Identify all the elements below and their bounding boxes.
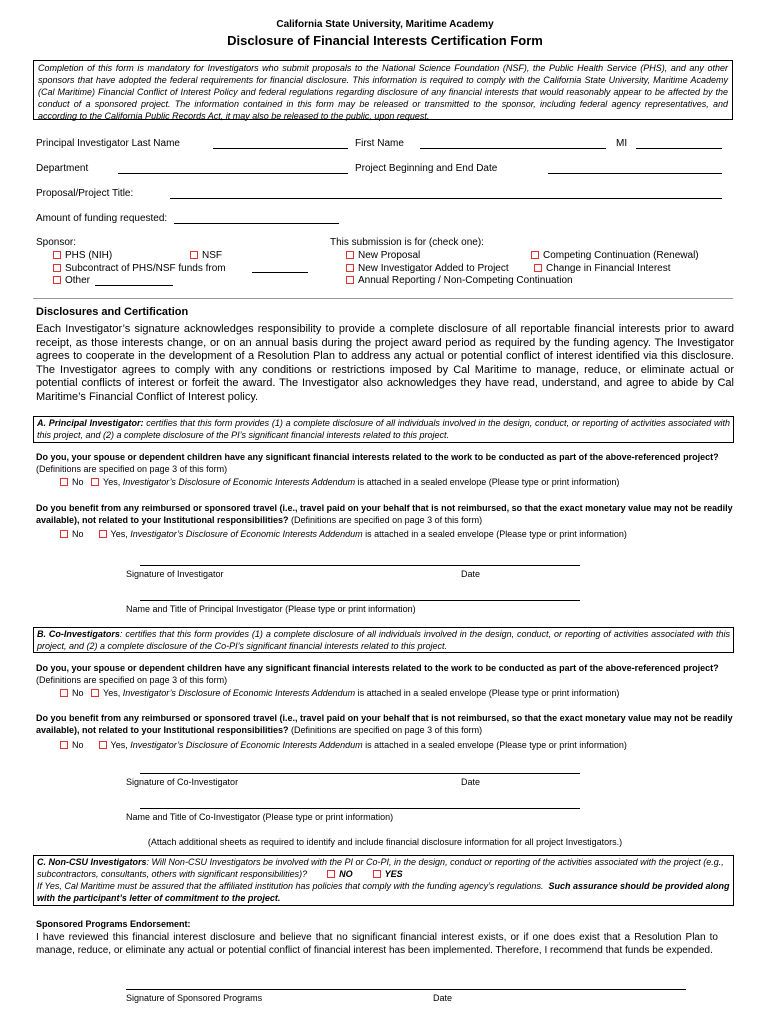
competing-label: Competing Continuation (Renewal) — [543, 250, 699, 261]
nsf-checkbox[interactable] — [190, 251, 198, 259]
section-c-yes-option[interactable] — [373, 869, 403, 879]
sp-date-label: Date — [433, 993, 453, 1003]
section-a-q2-options — [60, 528, 627, 540]
addendum-label: Investigator’s Disclosure of Economic Interests Addendum — [130, 529, 363, 539]
sponsor-nsf-option[interactable] — [190, 249, 222, 262]
proposal-title-label: Proposal/Project Title: — [36, 188, 134, 199]
b-q1-no-option[interactable] — [60, 688, 84, 698]
department-label: Department — [36, 163, 89, 174]
institution-name: California State University, Maritime Academy — [276, 19, 494, 30]
a-q2-no-option[interactable] — [60, 529, 84, 539]
section-b-q2 — [36, 712, 734, 736]
section-b-q2-options — [60, 739, 627, 751]
funding-label: Amount of funding requested: — [36, 213, 168, 224]
section-c-lead: C. Non-CSU Investigators — [37, 857, 147, 867]
no-label: No — [72, 688, 84, 698]
yes-label: Yes, — [103, 477, 123, 487]
other-checkbox[interactable] — [53, 276, 61, 284]
yes-post-label: is attached in a sealed envelope (Please type or print information) — [362, 529, 627, 539]
other-field[interactable] — [95, 285, 173, 286]
a-q1-no-option[interactable] — [60, 477, 84, 487]
sp-signature-label: Signature of Sponsored Programs — [126, 993, 263, 1003]
a-q2-yes-option[interactable] — [99, 529, 627, 539]
nsf-label: NSF — [202, 250, 222, 261]
a-q1-yes-checkbox[interactable] — [91, 478, 99, 486]
section-b-lead: B. Co-Investigators — [37, 629, 120, 639]
section-a-lead: A. Principal Investigator: — [37, 418, 144, 428]
section-b-q1-rest: (Definitions are specified on page 3 of this form) — [36, 675, 228, 685]
section-b-q1 — [36, 662, 734, 686]
section-c-line2-bold: Such assurance should be provided along with the participant’s letter of commitment to the project. — [37, 881, 730, 903]
b-q2-no-option[interactable] — [60, 740, 84, 750]
addendum-label: Investigator’s Disclosure of Economic Interests Addendum — [130, 740, 363, 750]
section-b-box — [33, 627, 734, 653]
addendum-label: Investigator’s Disclosure of Economic Interests Addendum — [122, 688, 356, 698]
section-b-q1-bold: Do you, your spouse or dependent children have any significant financial interests related to the work to be conducted as part of the above-referenced project? — [36, 663, 719, 673]
change-option[interactable] — [534, 262, 671, 275]
yes-label: Yes, — [103, 688, 123, 698]
intro-notice: Completion of this form is mandatory for Investigators who submit proposals to the National Science Foundation (NSF), the Public Health Service (PHS), and any other sponsors that have adopted the federal requirements for financial disclosure. This information is required to comply with the California State University, Maritime Academy (Cal Maritime) Financial Conflict of Interest Policy and federal regulations regarding disclosure of any financial interests that would reasonably appear to be affected by the conduct of a sponsored project. The information contained in this form may be released or transmitted to the sponsor, including federal agency representatives, and according to the California Public Records Act, it may also be released to the public, upon request. — [33, 60, 733, 120]
sponsor-label: Sponsor: — [36, 237, 77, 248]
a-date-label: Date — [461, 569, 481, 579]
divider — [33, 298, 733, 299]
a-name-title-label: Name and Title of Principal Investigator (Please type or print information) — [126, 604, 416, 614]
section-b-q2-rest: (Definitions are specified on page 3 of this form) — [288, 725, 483, 735]
section-c-no-option[interactable] — [327, 869, 353, 879]
yes-label: Yes, — [110, 529, 131, 539]
a-q1-no-checkbox[interactable] — [60, 478, 68, 486]
b-q1-no-checkbox[interactable] — [60, 689, 68, 697]
no-label: No — [72, 529, 84, 539]
new-proposal-checkbox[interactable] — [346, 251, 354, 259]
new-proposal-label: New Proposal — [358, 250, 421, 261]
endorsement-heading: Sponsored Programs Endorsement: — [36, 919, 191, 929]
c-yes-label: YES — [384, 869, 403, 879]
a-signature-label: Signature of Investigator — [126, 569, 224, 579]
b-q2-yes-option[interactable] — [99, 740, 627, 750]
competing-checkbox[interactable] — [531, 251, 539, 259]
form-title: Disclosure of Financial Interests Certification Form — [227, 33, 543, 48]
subcontract-label: Subcontract of PHS/NSF funds from — [65, 263, 226, 274]
new-investigator-checkbox[interactable] — [346, 264, 354, 272]
section-a-box — [33, 416, 734, 443]
disclosures-body: Each Investigator’s signature acknowledges responsibility to provide a complete disclosure of all reportable financial interests prior to award receipt, as those interests change, or on an annual basis during the project award period as required by the funding agency. The Investigator agrees to cooperate in the development of a Resolution Plan to address any actual or potential conflict of interest identified via this disclosure. The Investigator agrees to comply with any conditions or restrictions imposed by Cal Maritime to manage, reduce, or eliminate actual or potential conflicts of interest or forfeit the award. The Investigator also acknowledges they have read, understand, and agree to abide by Cal Maritime’s Financial Conflict of Interest policy. — [36, 323, 734, 403]
phs-label: PHS (NIH) — [65, 250, 113, 261]
new-proposal-option[interactable] — [346, 249, 420, 262]
mi-label: MI — [616, 138, 628, 149]
sp-signature-line[interactable] — [126, 989, 686, 990]
section-a-text: certifies that this form provides (1) a complete disclosure of all individuals involved in the design, conduct, or reporting of activities associated with this project, and (2) a complete disclosure of the PI’s significant financial interests related to this project. — [37, 418, 730, 440]
other-label: Other — [65, 275, 91, 286]
c-yes-checkbox[interactable] — [373, 870, 381, 878]
section-b-q1-options — [60, 687, 619, 699]
c-no-label: NO — [339, 869, 353, 879]
section-c-box — [33, 855, 734, 906]
project-dates-field[interactable] — [548, 173, 722, 174]
yes-label: Yes, — [110, 740, 131, 750]
subcontract-field[interactable] — [252, 272, 308, 273]
b-name-title-label: Name and Title of Co-Investigator (Please type or print information) — [126, 812, 394, 822]
endorsement-body: I have reviewed this financial interest disclosure and believe that no significant financial interest exists, or if one does exist that a Resolution Plan to manage, reduce, or eliminate any actual or potential conflict of financial interest has been implemented. Therefore, I recommend that funds be expended. — [36, 932, 718, 956]
section-c-text: : Will Non-CSU Investigators be involved with the PI or Co-PI, in the design, conduct or reporting of the activities associated with the project (e.g., subcontractors, consultants, others with significant responsibilities)? — [37, 857, 724, 879]
disclosures-heading: Disclosures and Certification — [36, 306, 189, 318]
section-a-q1-rest: (Definitions are specified on page 3 of this form) — [36, 464, 228, 474]
first-name-field[interactable] — [420, 148, 606, 149]
a-q2-no-checkbox[interactable] — [60, 530, 68, 538]
change-label: Change in Financial Interest — [546, 263, 671, 274]
department-field[interactable] — [118, 173, 348, 174]
change-checkbox[interactable] — [534, 264, 542, 272]
sponsor-other-option[interactable] — [53, 274, 90, 287]
section-a-q2-rest: (Definitions are specified on page 3 of this form) — [288, 515, 483, 525]
pi-last-name-field[interactable] — [213, 148, 348, 149]
new-investigator-label: New Investigator Added to Project — [358, 263, 509, 274]
b-name-title-line[interactable] — [140, 808, 580, 809]
first-name-label: First Name — [355, 138, 404, 149]
yes-post-label: is attached in a sealed envelope (Please type or print information) — [355, 688, 620, 698]
mi-field[interactable] — [636, 148, 722, 149]
submission-label: This submission is for (check one): — [330, 237, 484, 248]
section-a-q1 — [36, 451, 734, 475]
a-name-title-line[interactable] — [140, 600, 580, 601]
funding-field[interactable] — [174, 223, 339, 224]
proposal-title-field[interactable] — [170, 198, 722, 199]
yes-post-label: is attached in a sealed envelope (Please type or print information) — [355, 477, 620, 487]
b-signature-label: Signature of Co-Investigator — [126, 777, 239, 787]
section-a-q1-options — [60, 476, 619, 488]
a-q1-yes-option[interactable] — [91, 477, 619, 487]
section-c-line2: If Yes, Cal Maritime must be assured that the affiliated institution has policies that comply with the funding agency’s regulations. — [37, 881, 544, 891]
b-date-label: Date — [461, 777, 481, 787]
subcontract-checkbox[interactable] — [53, 264, 61, 272]
c-no-checkbox[interactable] — [327, 870, 335, 878]
a-q2-yes-checkbox[interactable] — [99, 530, 107, 538]
b-signature-line[interactable] — [140, 773, 580, 774]
project-dates-label: Project Beginning and End Date — [355, 163, 498, 174]
no-label: No — [72, 740, 84, 750]
b-q2-no-checkbox[interactable] — [60, 741, 68, 749]
yes-post-label: is attached in a sealed envelope (Please type or print information) — [362, 740, 627, 750]
sponsor-phs-option[interactable] — [53, 249, 112, 262]
a-signature-line[interactable] — [140, 565, 580, 566]
b-q2-yes-checkbox[interactable] — [99, 741, 107, 749]
phs-checkbox[interactable] — [53, 251, 61, 259]
section-a-q2-bold: Do you benefit from any reimbursed or sponsored travel (i.e., travel paid on your behalf that is not reimbursed, so that the exact monetary value may not be readily available), not related to your Institutional responsibilities? — [36, 503, 733, 525]
attach-note: (Attach additional sheets as required to identify and include financial disclosure information for all project Investigators.) — [147, 837, 623, 847]
section-a-q2 — [36, 502, 734, 526]
addendum-label: Investigator’s Disclosure of Economic Interests Addendum — [122, 477, 356, 487]
b-q1-yes-checkbox[interactable] — [91, 689, 99, 697]
competing-option[interactable] — [531, 249, 699, 262]
section-a-q1-bold: Do you, your spouse or dependent children have any significant financial interests related to the work to be conducted as part of the above-referenced project? — [36, 452, 719, 462]
annual-checkbox[interactable] — [346, 276, 354, 284]
section-b-text: : certifies that this form provides (1) a complete disclosure of all individuals involved in the design, conduct, or reporting of activities associated with this project, and (2) a complete disclosure of the Co-PI’s significant financial interests related to this project. — [37, 629, 730, 651]
b-q1-yes-option[interactable] — [91, 688, 619, 698]
annual-option[interactable] — [346, 274, 573, 287]
pi-last-name-label: Principal Investigator Last Name — [36, 138, 180, 149]
no-label: No — [72, 477, 84, 487]
section-b-q2-bold: Do you benefit from any reimbursed or sponsored travel (i.e., travel paid on your behalf that is not reimbursed, so that the exact monetary value may not be readily available), not related to your Institutional responsibilities? — [36, 713, 733, 735]
annual-label: Annual Reporting / Non-Competing Continuation — [358, 275, 573, 286]
